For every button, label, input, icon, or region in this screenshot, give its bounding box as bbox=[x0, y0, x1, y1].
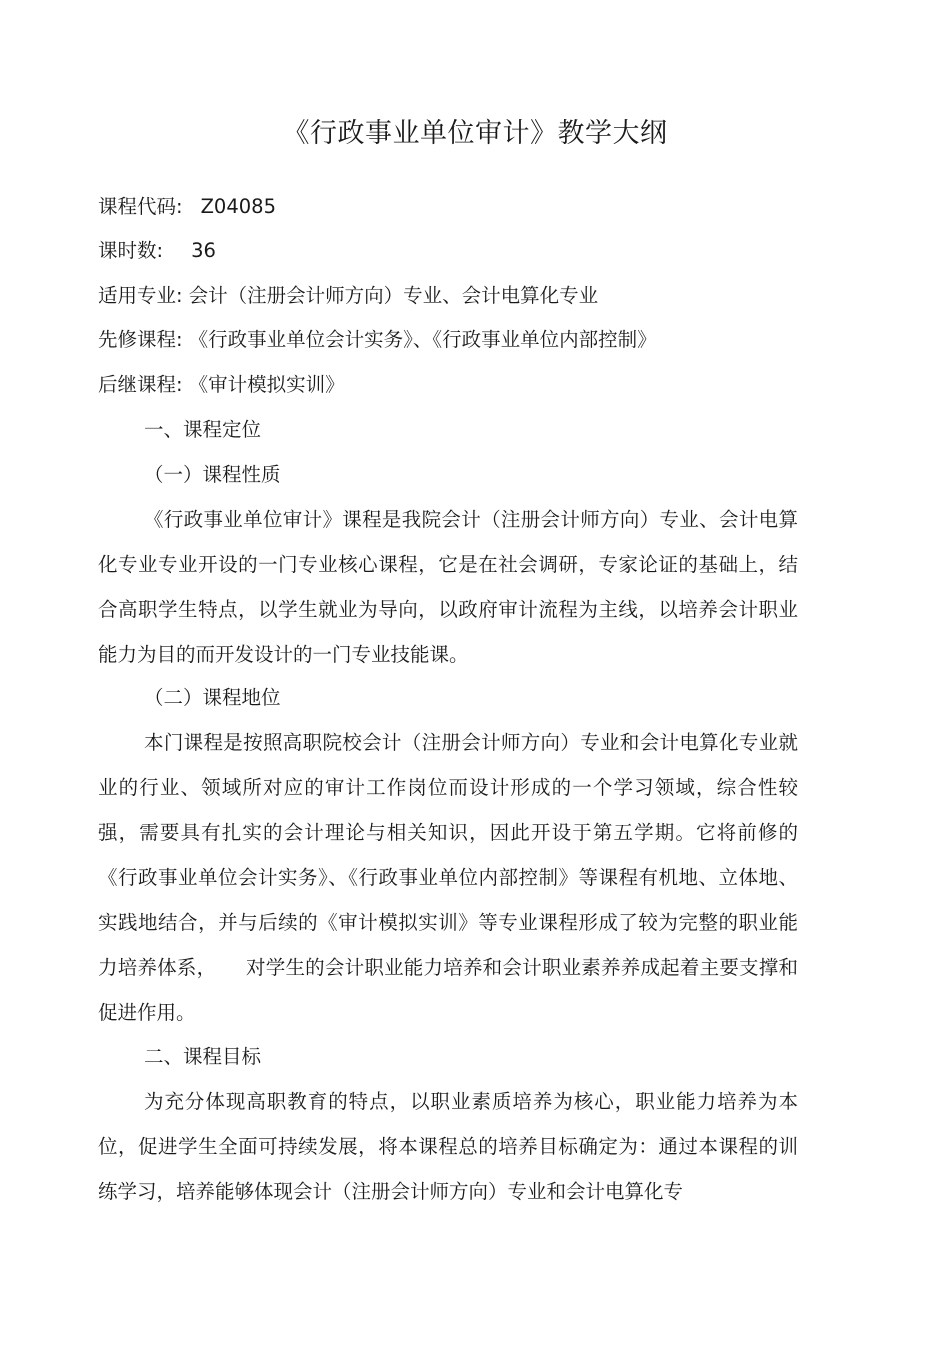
course-hours-row bbox=[98, 236, 216, 266]
applicable-major-value: 会计（注册会计师方向）专业、会计电算化专业 bbox=[188, 284, 599, 307]
prerequisite-value: 《行政事业单位会计实务》、《行政事业单位内部控制》 bbox=[188, 328, 657, 351]
followup-value: 《审计模拟实训》 bbox=[188, 373, 345, 396]
section-1-heading: 一、课程定位 bbox=[144, 418, 262, 441]
section-1-1-heading: （一）课程性质 bbox=[144, 463, 281, 486]
course-hours-value: 36 bbox=[191, 239, 216, 262]
course-code-value: Z04085 bbox=[200, 195, 276, 218]
document-title: 《行政事业单位审计》教学大纲 bbox=[282, 118, 668, 149]
section-1-2-paragraph: 本门课程是按照高职院校会计（注册会计师方向）专业和会计电算化专业就业的行业、领域所对应的审计工作岗位而设计形成的一个学习领域，综合性较强，需要具有扎实的会计理论与相关知识，因此开设于第五学期。它将前修的《行政事业单位会计实务》、《行政事业单位内部控制》等课程有机地、立体地、实践地结合，并与后续的《审计模拟实训》等专业课程形成了较为完整的职业能力培养体系， 对学生的会计职业能力培养和会计职业素养养成起着主要支撑和促进作用。 bbox=[98, 731, 798, 1024]
course-code-label: 课程代码: bbox=[98, 195, 183, 218]
followup-row bbox=[98, 370, 345, 400]
prerequisite-label: 先修课程: bbox=[98, 328, 183, 351]
applicable-major-label: 适用专业: bbox=[98, 284, 183, 307]
course-code-row bbox=[98, 192, 276, 222]
prerequisite-row bbox=[98, 325, 657, 355]
section-2-heading: 二、课程目标 bbox=[144, 1045, 262, 1068]
section-1-2-heading: （二）课程地位 bbox=[144, 686, 281, 709]
section-1-1-paragraph: 《行政事业单位审计》课程是我院会计（注册会计师方向）专业、会计电算化专业专业开设的一门专业核心课程，它是在社会调研，专家论证的基础上，结合高职学生特点，以学生就业为导向，以政府审计流程为主线，以培养会计职业能力为目的而开发设计的一门专业技能课。 bbox=[98, 508, 798, 666]
course-hours-label: 课时数: bbox=[98, 239, 164, 262]
followup-label: 后继课程: bbox=[98, 373, 183, 396]
section-2-paragraph: 为充分体现高职教育的特点，以职业素质培养为核心，职业能力培养为本位，促进学生全面可持续发展，将本课程总的培养目标确定为：通过本课程的训练学习，培养能够体现会计（注册会计师方向）专业和会计电算化专 bbox=[98, 1090, 798, 1203]
applicable-major-row bbox=[98, 281, 598, 311]
